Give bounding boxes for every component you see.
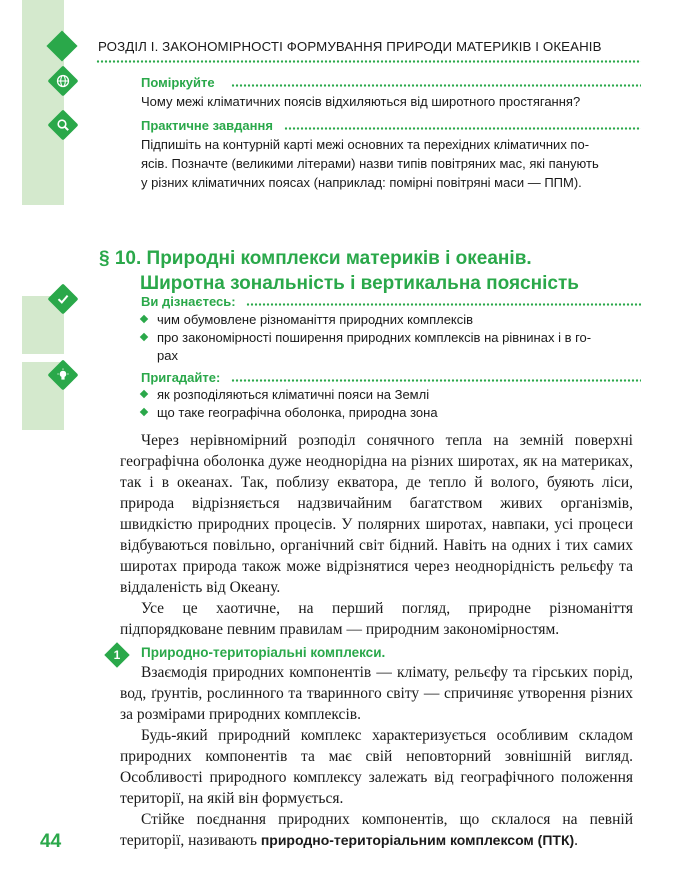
checkmark-icon (48, 284, 78, 314)
paragraph: Через нерівномірний розподіл сонячного тепла на земній поверхні географічна оболонка дуже неоднорідна на різних широтах, як на материках, так і в океанах. Так, поблизу екватора, де тепло й вологo, буяють ліси, природа відрізняється надзвичайним багатством живих організмів, швидкістю природних процесів. У полярних широтах, навпаки, усі процеси відбуваються повільно, органічний світ бідний. Навіть на одних і тих самих широтах природа також може відрізнятися через неоднорідність рельєфу та віддаленість від Океану. (120, 432, 633, 596)
learn-list (141, 311, 641, 365)
recall-list (141, 386, 641, 422)
learn-title: Ви дізнаєтесь: (141, 294, 236, 309)
think-question: Чому межі кліматичних поясів відхиляються від широтного простягання? (141, 94, 581, 109)
task-dotted-rule (284, 126, 641, 131)
magnifier-icon (48, 110, 78, 140)
task-text (141, 135, 641, 192)
chapter-header: РОЗДІЛ І. ЗАКОНОМІРНОСТІ ФОРМУВАННЯ ПРИРОДИ МАТЕРИКІВ І ОКЕАНІВ (98, 39, 602, 54)
task-title: Практичне завдання (141, 118, 273, 133)
paragraph: Усе це хаотичне, на перший погляд, природне різноманіття підпорядковане певним правилам — природним закономірностям. (120, 600, 633, 638)
think-dotted-rule (231, 83, 641, 88)
subsection-number-badge: 1 (104, 642, 130, 668)
section-title-line2: Широтна зональність і вертикальна поясність (140, 273, 579, 294)
task-line: у різних кліматичних поясах (наприклад: помірні повітряні маси — ППМ). (141, 175, 582, 190)
paragraph: Стійке поєднання природних компонентів, що склалося на певній території, називають природно-територіальним комплексом (ПТК). (120, 811, 633, 849)
body-text (120, 430, 633, 640)
body-text-2 (120, 662, 633, 851)
list-item: чим обумовлене різноманіття природних комплексів (141, 311, 641, 329)
section-title (99, 246, 579, 296)
lightbulb-icon (48, 360, 78, 390)
list-item: про закономірності поширення природних комплексів на рівнинах і в го- (141, 329, 641, 347)
task-line: Підпишіть на контурній карті межі основних та перехідних кліматичних по- (141, 137, 590, 152)
paragraph: Взаємодія природних компонентів — клімату, рельєфу та гірських порід, вод, ґрунтів, рослинного та тваринного світу — спричиняє утворення різних за розмірами природних комплексів. (120, 664, 633, 723)
section-title-line1: § 10. Природні комплекси материків і океанів. (99, 248, 532, 269)
paragraph: Будь-який природний комплекс характеризується особливим складом природних компонентів та має свій неповторний зовнішній вигляд. Особливості природного комплексу залежать від географічного положення території, на якій він формується. (120, 727, 633, 807)
page-number: 44 (40, 831, 62, 852)
list-item: рах (157, 348, 178, 363)
subsection-title: Природно-територіальні комплекси. (141, 645, 386, 660)
ptk-term: природно-територіальним комплексом (ПТК) (260, 832, 575, 848)
recall-title: Пригадайте: (141, 370, 221, 385)
list-item: як розподіляються кліматичні пояси на Землі (141, 386, 641, 404)
globe-icon (48, 66, 78, 96)
list-item: що таке географічна оболонка, природна зона (141, 404, 641, 422)
think-title: Поміркуйте (141, 75, 215, 90)
learn-dotted-rule (246, 302, 641, 307)
sidebar-decor-top (22, 0, 64, 205)
header-dotted-rule (96, 59, 641, 64)
task-line: ясів. Позначте (великими літерами) назви типів повітряних мас, які панують (141, 156, 599, 171)
recall-dotted-rule (231, 378, 641, 383)
